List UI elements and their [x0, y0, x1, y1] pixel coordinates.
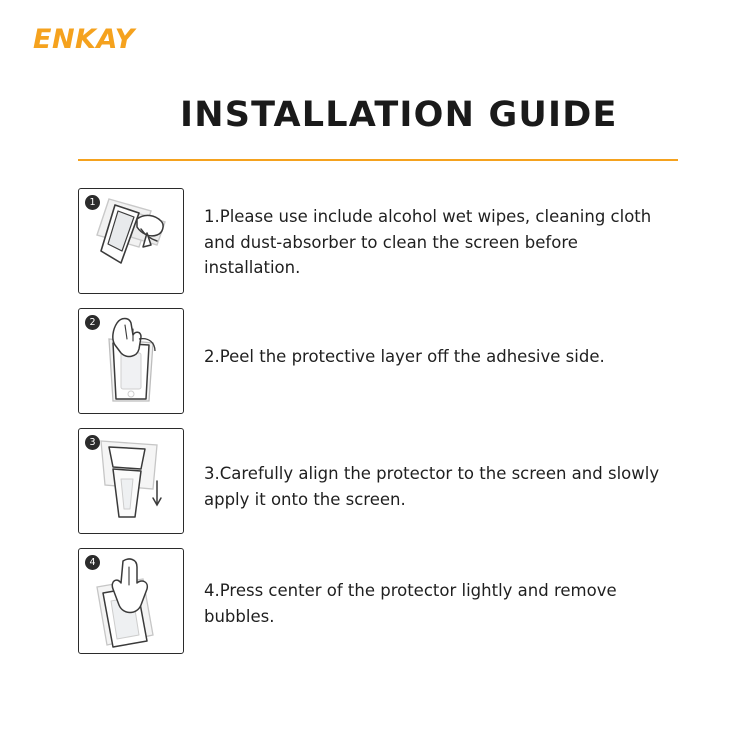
list-item — [78, 548, 678, 654]
list-item — [78, 308, 678, 414]
step-illustration-3 — [78, 428, 184, 534]
step-badge: 4 — [85, 555, 100, 570]
step-text-1 — [204, 188, 678, 281]
step-body-3: Carefully align the protector to the screen and slowly apply it onto the screen. — [204, 464, 660, 509]
step-illustration-4 — [78, 548, 184, 654]
header-block — [78, 96, 678, 161]
step-badge: 1 — [85, 195, 100, 210]
title-divider — [78, 159, 678, 161]
step-illustration-1 — [78, 188, 184, 294]
step-illustration-2 — [78, 308, 184, 414]
step-text-2 — [204, 308, 605, 370]
step-body-2: Peel the protective layer off the adhesive side. — [219, 347, 605, 366]
step-number-2: 2. — [204, 347, 220, 366]
step-number-1: 1. — [204, 207, 220, 226]
steps-list — [78, 188, 678, 668]
step-body-1: Please use include alcohol wet wipes, cleaning cloth and dust-absorber to clean the screen before installation. — [204, 207, 652, 278]
page-title: INSTALLATION GUIDE — [180, 95, 618, 135]
list-item — [78, 188, 678, 294]
step-number-4: 4. — [204, 581, 220, 600]
list-item — [78, 428, 678, 534]
step-text-4 — [204, 548, 678, 629]
step-number-3: 3. — [204, 464, 220, 483]
step-text-3 — [204, 428, 678, 512]
brand-logo: ENKAY — [33, 24, 135, 55]
step-body-4: Press center of the protector lightly and remove bubbles. — [204, 581, 617, 626]
step-badge: 2 — [85, 315, 100, 330]
step-badge: 3 — [85, 435, 100, 450]
